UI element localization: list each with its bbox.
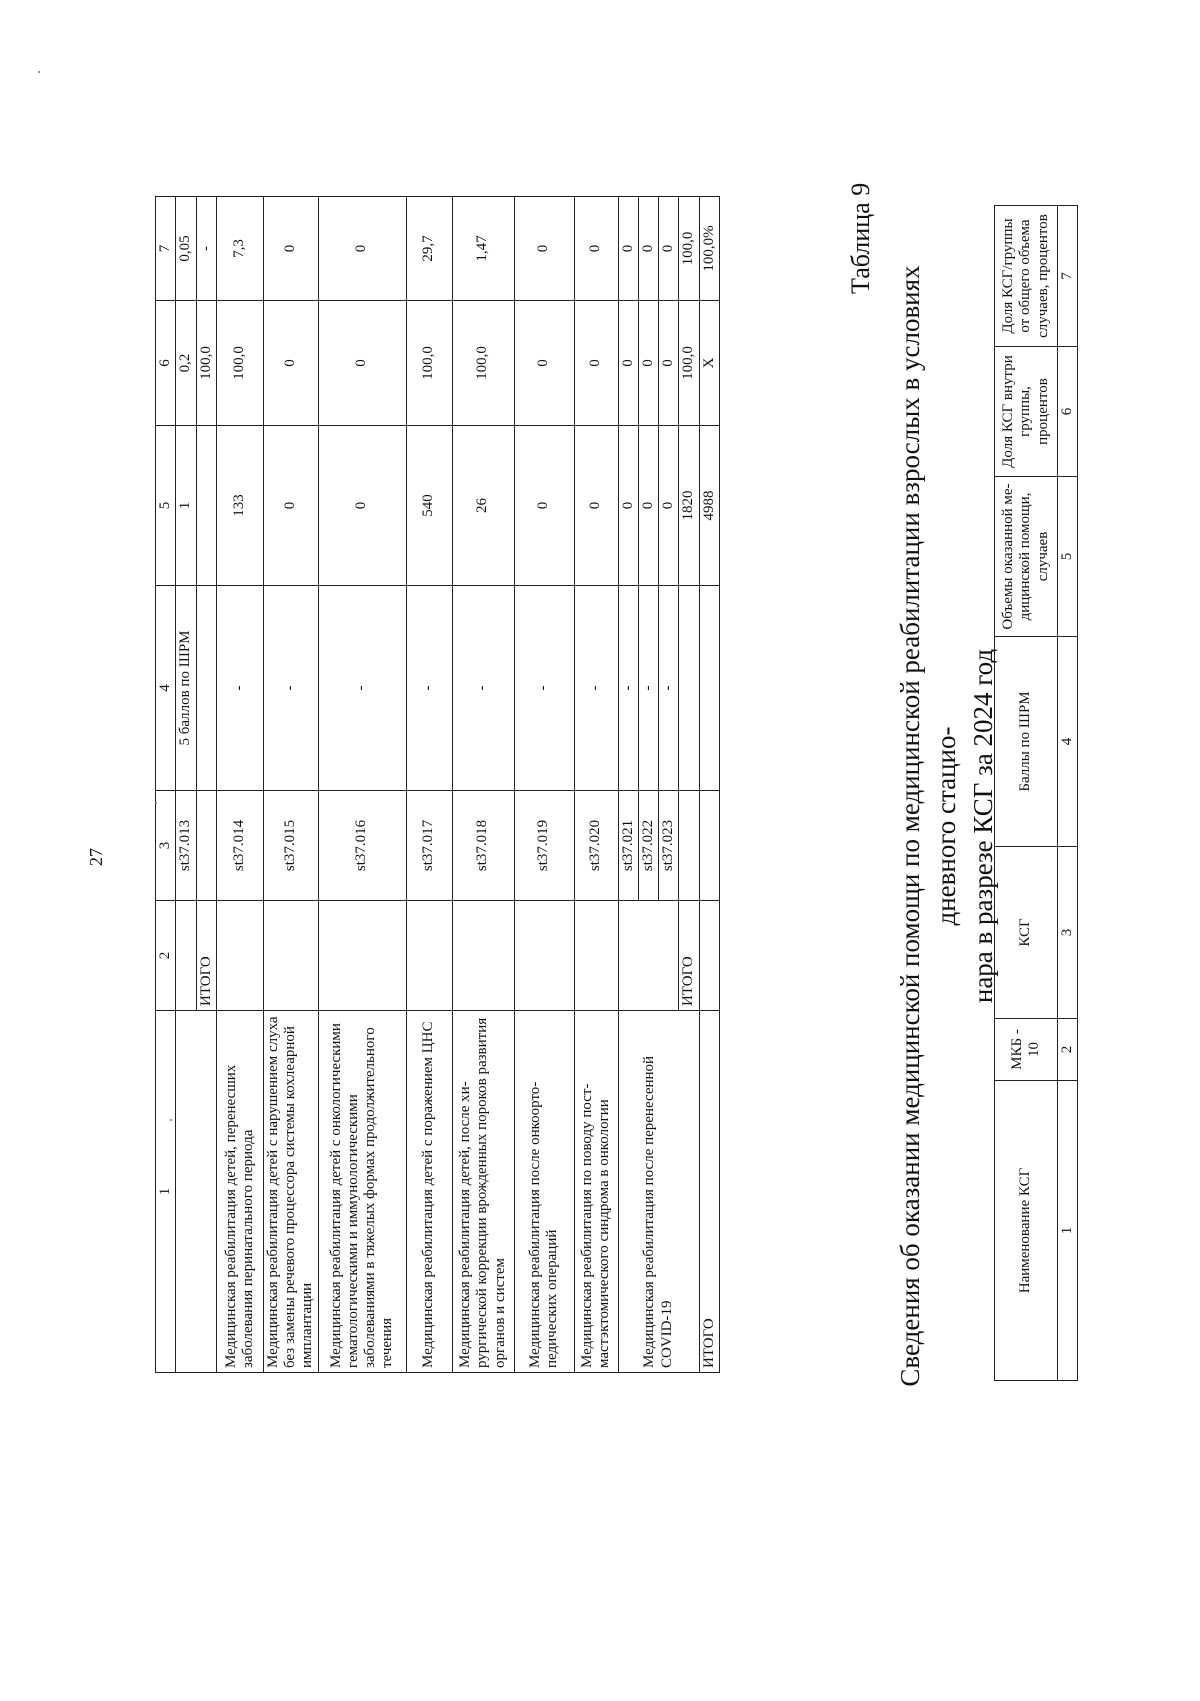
- header-cell: Наименование КСГ: [995, 1081, 1058, 1381]
- scan-speck: [155, 802, 157, 804]
- shrm-score: -: [659, 586, 679, 791]
- volume-cell: 0: [318, 426, 406, 586]
- ksg-name: Медицинская реабилитация после перенесенной COVID-19: [618, 1011, 699, 1373]
- col-num: 7: [1058, 206, 1078, 347]
- shrm-score: -: [318, 586, 406, 791]
- col-num: 5: [156, 426, 176, 586]
- ksg-name: Медицинская реабилитация после онкоортопедических операций: [514, 1011, 574, 1373]
- share-in-group: 0: [574, 301, 618, 426]
- shrm-score: 5 баллов по ШРМ: [176, 586, 196, 791]
- share-in-group: 0: [318, 301, 406, 426]
- volume-cell: 0: [514, 426, 574, 586]
- col-num: 1: [156, 1011, 176, 1373]
- share-in-group: 100,0: [216, 301, 263, 426]
- share-total: 0: [659, 197, 679, 301]
- share-total: 7,3: [216, 197, 263, 301]
- table-row: [574, 197, 618, 1373]
- share-in-group: 0: [618, 301, 638, 426]
- column-numbers-row: [1058, 206, 1078, 1381]
- empty-cell: [514, 901, 574, 1011]
- table-8-continuation: [155, 196, 720, 1373]
- shrm-score: -: [216, 586, 263, 791]
- header-cell: Доля КСГ внутри группы, процентов: [995, 347, 1058, 477]
- col-num: 4: [1058, 637, 1078, 847]
- share-total: 1,47: [452, 197, 514, 301]
- empty-cell: [618, 901, 679, 1011]
- share-total: -: [196, 197, 216, 301]
- share-total: 100,0%: [699, 197, 719, 301]
- share-in-group: 100,0: [406, 301, 452, 426]
- title-line: Сведения об оказании медицинской помощи по медицинской реабилитации взрослых в условиях дневного стацио-: [895, 265, 962, 1387]
- total-row: [699, 197, 719, 1373]
- share-in-group: 100,0: [196, 301, 216, 426]
- header-cell: КСГ: [995, 847, 1058, 1019]
- scan-speck: [170, 1119, 172, 1121]
- ksg-code: st37.014: [216, 791, 263, 901]
- shrm-score: -: [574, 586, 618, 791]
- empty-cell: [699, 901, 719, 1011]
- volume-cell: 540: [406, 426, 452, 586]
- share-total: 0: [638, 197, 658, 301]
- col-num: 3: [156, 791, 176, 901]
- col-num: 2: [156, 901, 176, 1011]
- volume-cell: 1820: [679, 426, 699, 586]
- empty-cell: [574, 901, 618, 1011]
- empty-cell: [406, 901, 452, 1011]
- header-cell: Доля КСГ/группы от общего объема случаев, процентов: [995, 206, 1058, 347]
- itogo-label: ИТОГО: [196, 901, 216, 1011]
- empty-cell: [699, 791, 719, 901]
- header-cell: МКБ - 10: [995, 1019, 1058, 1081]
- empty-cell: [196, 586, 216, 791]
- column-numbers-row: [156, 197, 176, 1373]
- shrm-score: -: [618, 586, 638, 791]
- share-total: 0: [574, 197, 618, 301]
- ksg-name: Медицинская реабилитация детей с нарушением слуха без замены речевого процессора системы кохлеарной имплантации: [263, 1011, 318, 1373]
- page-number: 27: [86, 848, 106, 866]
- ksg-name: Медицинская реабилитация детей с поражением ЦНС: [406, 1011, 452, 1373]
- volume-cell: 0: [263, 426, 318, 586]
- ksg-code: st37.021: [618, 791, 638, 901]
- ksg-name: Медицинская реабилитация детей, перенесших заболевания перинатального периода: [216, 1011, 263, 1373]
- table-row: [618, 197, 638, 1373]
- section-title: [892, 221, 1001, 1431]
- col-num: 3: [1058, 847, 1078, 1019]
- empty-cell: [699, 586, 719, 791]
- share-in-group: 100,0: [679, 301, 699, 426]
- table-row: [216, 197, 263, 1373]
- volume-cell: 26: [452, 426, 514, 586]
- itogo-label: ИТОГО: [679, 901, 699, 1011]
- col-num: 4: [156, 586, 176, 791]
- volume-cell: 0: [659, 426, 679, 586]
- col-num: 5: [1058, 477, 1078, 637]
- empty-cell: [318, 901, 406, 1011]
- share-in-group: 0,2: [176, 301, 196, 426]
- col-num: 7: [156, 197, 176, 301]
- header-cell: Баллы по ШРМ: [995, 637, 1058, 847]
- ksg-code: st37.019: [514, 791, 574, 901]
- ksg-code: st37.023: [659, 791, 679, 901]
- empty-cell: [196, 791, 216, 901]
- share-total: 0: [263, 197, 318, 301]
- share-in-group: 0: [514, 301, 574, 426]
- table-row: [263, 197, 318, 1373]
- header-row: [995, 206, 1058, 1381]
- table-row: [176, 197, 196, 1373]
- share-total: 0: [318, 197, 406, 301]
- volume-cell: 0: [574, 426, 618, 586]
- col-num: 2: [1058, 1019, 1078, 1081]
- shrm-score: -: [514, 586, 574, 791]
- volume-cell: 4988: [699, 426, 719, 586]
- share-in-group: 0: [638, 301, 658, 426]
- ksg-code: st37.013: [176, 791, 196, 901]
- empty-cell: [176, 1011, 217, 1373]
- empty-cell: [176, 901, 196, 1011]
- empty-cell: [679, 791, 699, 901]
- ksg-code: st37.016: [318, 791, 406, 901]
- table-row: [318, 197, 406, 1373]
- share-in-group: 100,0: [452, 301, 514, 426]
- ksg-name: Медицинская реабилитация детей с онкологическими гематологическими и иммунологическими заболеваниями в тяжелых формах продолжительного течения: [318, 1011, 406, 1373]
- volume-cell: 1: [176, 426, 196, 586]
- share-total: 0: [514, 197, 574, 301]
- share-total: 0,05: [176, 197, 196, 301]
- empty-cell: [196, 426, 216, 586]
- table-caption: Таблица 9: [846, 182, 875, 294]
- empty-cell: [679, 586, 699, 791]
- ksg-code: st37.020: [574, 791, 618, 901]
- shrm-score: -: [638, 586, 658, 791]
- table-9: [994, 205, 1078, 1381]
- total-label: ИТОГО: [699, 1011, 719, 1373]
- header-cell: Объемы оказанной медицинской помощи, случаев: [995, 477, 1058, 637]
- table-row: [452, 197, 514, 1373]
- ksg-code: st37.017: [406, 791, 452, 901]
- volume-cell: 0: [638, 426, 658, 586]
- share-in-group: X: [699, 301, 719, 426]
- table-row: [514, 197, 574, 1373]
- shrm-score: -: [452, 586, 514, 791]
- shrm-score: -: [406, 586, 452, 791]
- ksg-name: Медицинская реабилитация детей, после хирургической коррекции врожденных пороков развития органов и систем: [452, 1011, 514, 1373]
- col-num: 6: [1058, 347, 1078, 477]
- volume-cell: 133: [216, 426, 263, 586]
- share-total: 29,7: [406, 197, 452, 301]
- ksg-code: st37.015: [263, 791, 318, 901]
- share-in-group: 0: [263, 301, 318, 426]
- ksg-code: st37.022: [638, 791, 658, 901]
- shrm-score: -: [263, 586, 318, 791]
- share-total: 0: [618, 197, 638, 301]
- empty-cell: [216, 901, 263, 1011]
- volume-cell: 0: [618, 426, 638, 586]
- empty-cell: [263, 901, 318, 1011]
- table-row: [406, 197, 452, 1373]
- share-total: 100,0: [679, 197, 699, 301]
- share-in-group: 0: [659, 301, 679, 426]
- ksg-code: st37.018: [452, 791, 514, 901]
- scan-speck: [38, 71, 40, 73]
- ksg-name: Медицинская реабилитация по поводу постмастэктомического синдрома в онкологии: [574, 1011, 618, 1373]
- empty-cell: [452, 901, 514, 1011]
- col-num: 1: [1058, 1081, 1078, 1381]
- col-num: 6: [156, 301, 176, 426]
- title-line: нара в разрезе КСГ за 2024 год: [967, 648, 998, 1004]
